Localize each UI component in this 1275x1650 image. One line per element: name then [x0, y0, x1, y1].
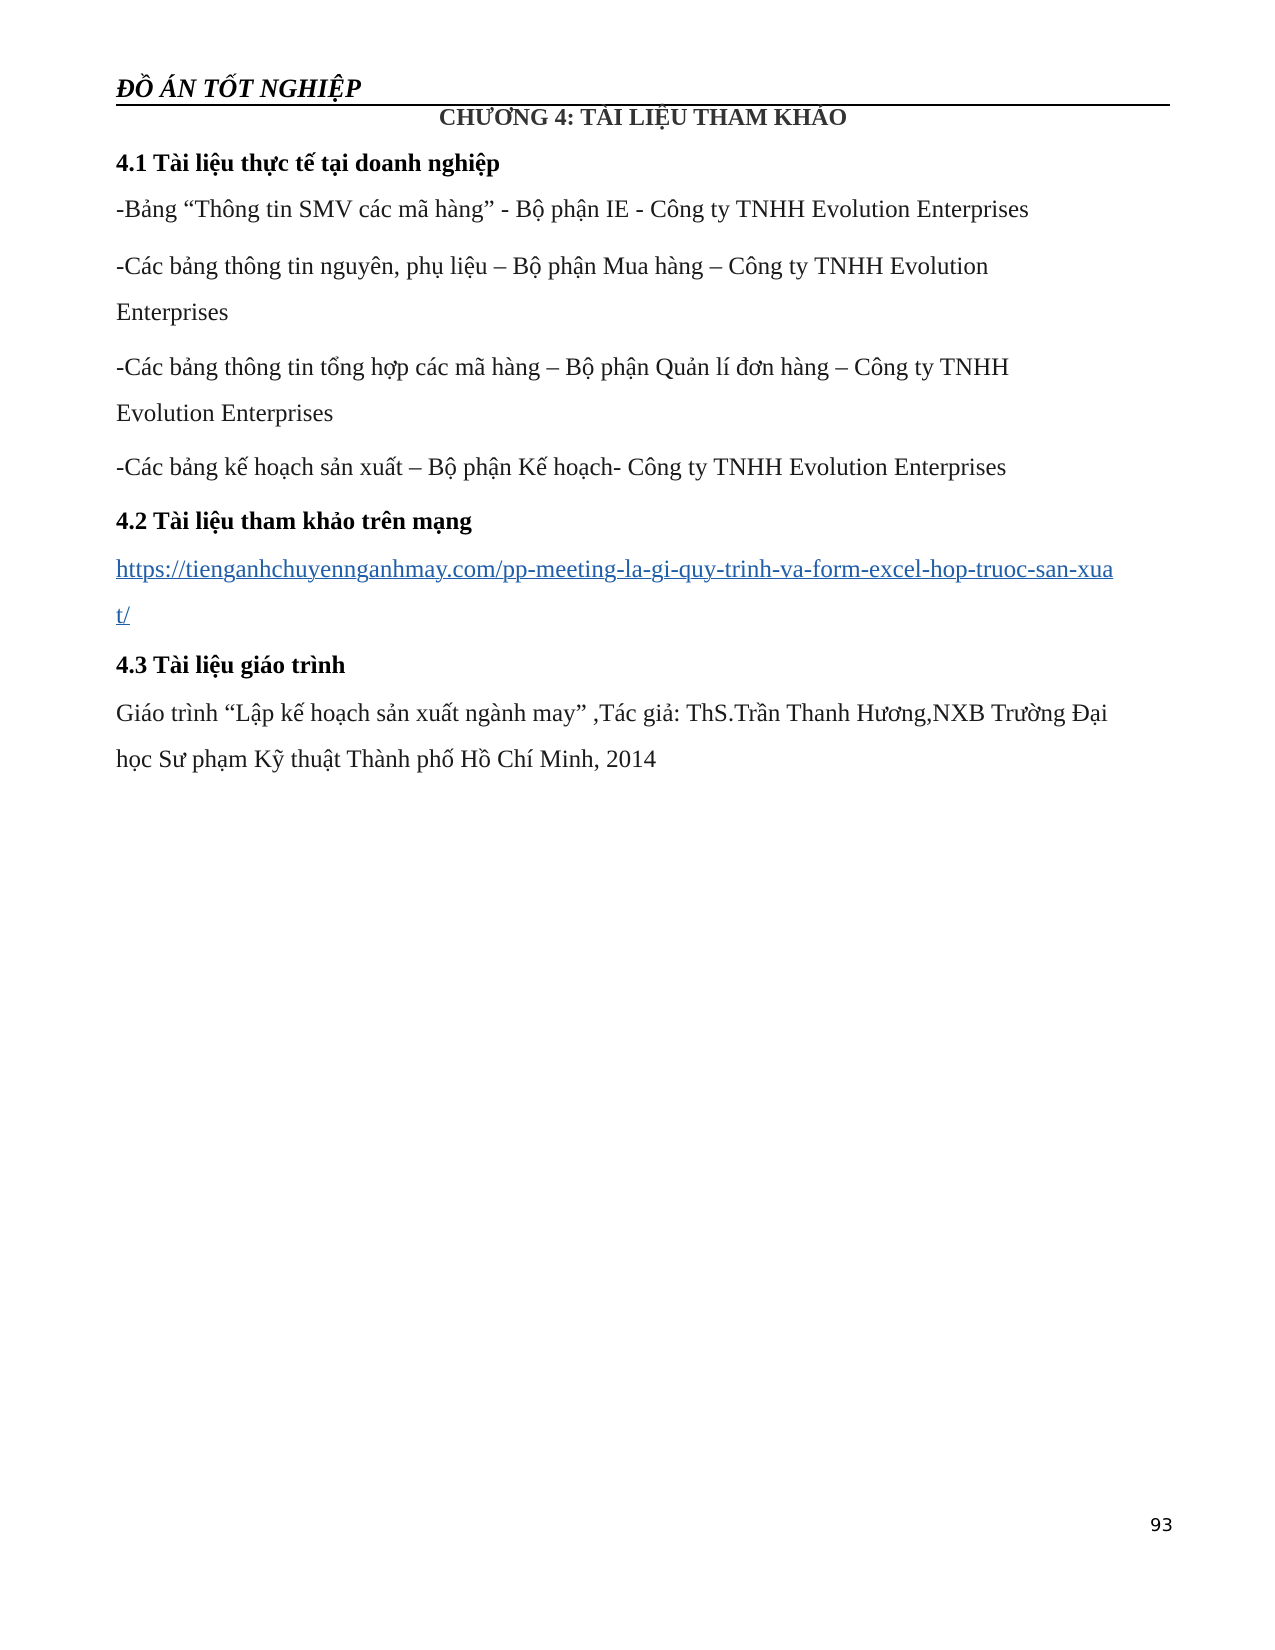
textbook-reference: Giáo trình “Lập kế hoạch sản xuất ngành may” ,Tác giả: ThS.Trần Thanh Hương,NXB Trường Đại học Sư phạm Kỹ thuật Thành phố Hồ Chí Minh, 2014	[116, 700, 1108, 773]
header-title: ĐỒ ÁN TỐT NGHIỆP	[116, 74, 361, 103]
reference-item: -Các bảng thông tin nguyên, phụ liệu – Bộ phận Mua hàng – Công ty TNHH Evolution Enterprises	[116, 253, 989, 326]
page-header	[116, 72, 1170, 106]
page-number: 93	[1150, 1515, 1173, 1536]
reference-item: -Bảng “Thông tin SMV các mã hàng” - Bộ phận IE - Công ty TNHH Evolution Enterprises	[116, 196, 1029, 223]
reference-item: -Các bảng thông tin tổng hợp các mã hàng – Bộ phận Quản lí đơn hàng – Công ty TNHH Evolution Enterprises	[116, 354, 1010, 427]
chapter-title: CHƯƠNG 4: TÀI LIỆU THAM KHẢO	[438, 105, 848, 131]
reference-link-block	[116, 547, 1126, 639]
section-heading-4-3: 4.3 Tài liệu giáo trình	[116, 652, 346, 679]
section-heading-4-2: 4.2 Tài liệu tham khảo trên mạng	[116, 508, 472, 535]
reference-link[interactable]: https://tienganhchuyennganhmay.com/pp-meeting-la-gi-quy-trinh-va-form-excel-hop-truoc-san-xuat/	[116, 556, 1114, 629]
reference-item: -Các bảng kế hoạch sản xuất – Bộ phận Kế hoạch- Công ty TNHH Evolution Enterprises	[116, 454, 1007, 481]
section-heading-4-1: 4.1 Tài liệu thực tế tại doanh nghiệp	[116, 150, 501, 177]
